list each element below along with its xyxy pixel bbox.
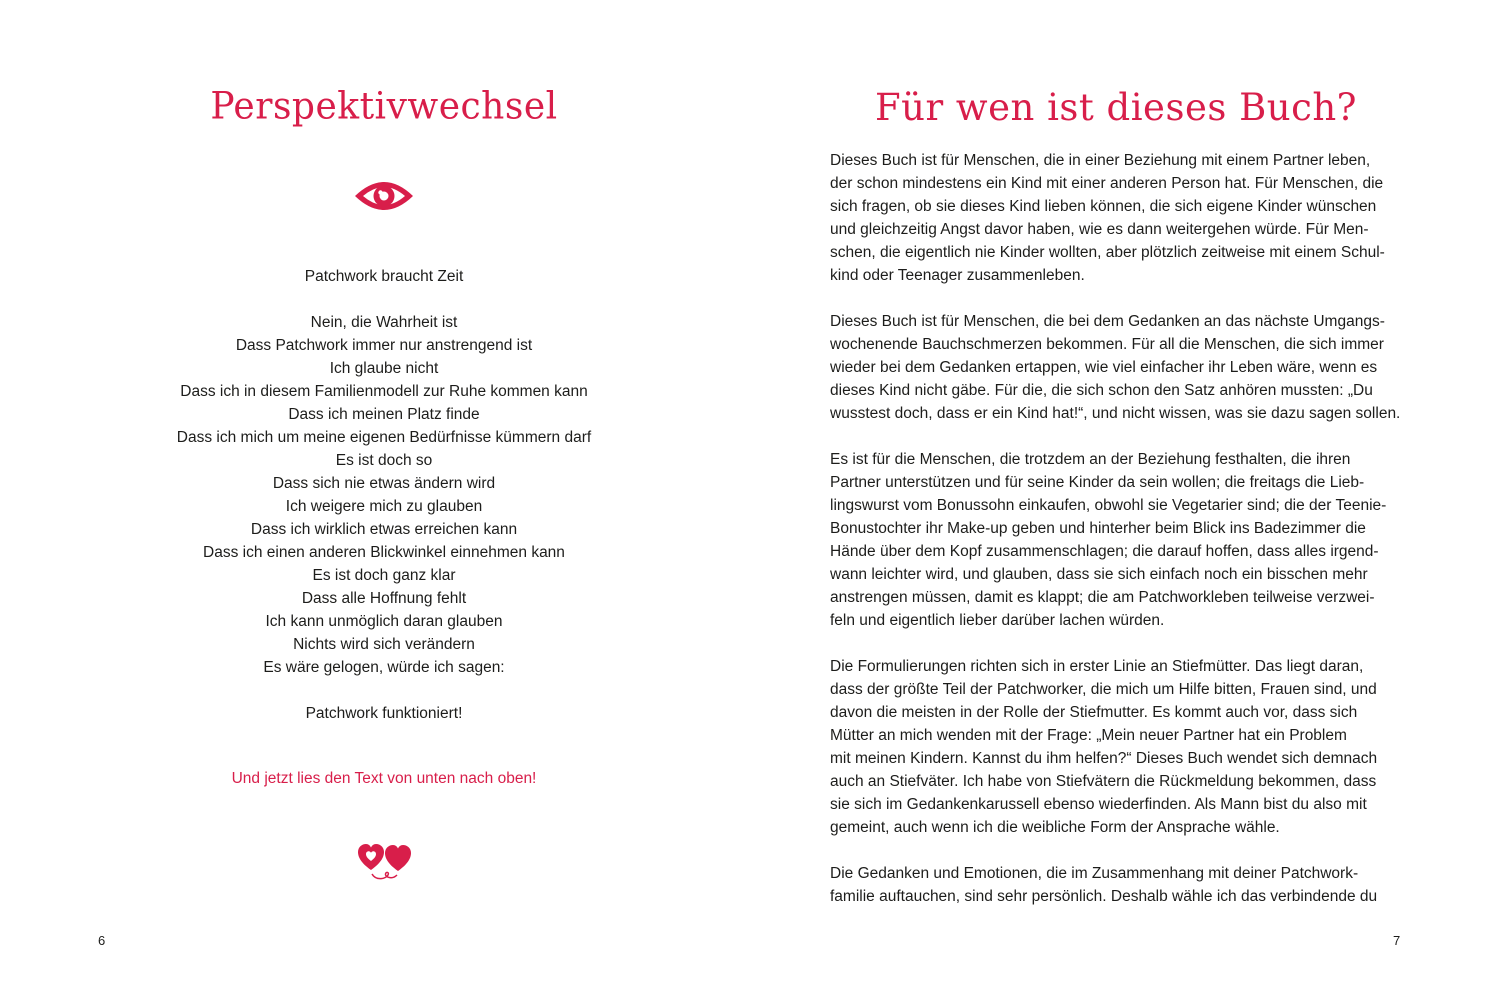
text-line: Hände über dem Kopf zusammenschlagen; die darauf hoffen, dass alles irgend- — [830, 543, 1379, 560]
poem-line: Es ist doch so — [335, 452, 433, 469]
right-page-title: Für wen ist dieses Buch? — [874, 86, 1357, 129]
text-line: wusstest doch, dass er ein Kind hat!“, und nicht wissen, was sie dazu sagen sollen. — [830, 405, 1401, 422]
paragraph — [830, 655, 1378, 839]
text-line: Die Formulierungen richten sich in erster Linie an Stiefmütter. Das liegt daran, — [830, 658, 1364, 675]
poem-line: Dass alle Hoffnung fehlt — [301, 590, 467, 607]
body-text — [830, 149, 1401, 931]
poem-line: Dass Patchwork immer nur anstrengend ist — [235, 337, 533, 354]
poem-line: Dass ich wirklich etwas erreichen kann — [250, 521, 518, 538]
poem-line: Ich kann unmöglich daran glauben — [265, 613, 503, 630]
text-line: sie sich im Gedankenkarussell ebenso wiederfinden. Als Mann bist du also mit — [830, 796, 1367, 813]
text-line: Dieses Buch ist für Menschen, die in einer Beziehung mit einem Partner leben, — [830, 152, 1371, 169]
paragraph — [830, 448, 1387, 632]
text-line: Die Gedanken und Emotionen, die im Zusammenhang mit deiner Patchwork- — [830, 865, 1359, 882]
poem-line: Dass ich meinen Platz finde — [288, 406, 480, 423]
text-line: Es ist für die Menschen, die trotzdem an der Beziehung festhalten, die ihren — [830, 451, 1351, 468]
text-line: schen, die eigentlich nie Kinder wollten, aber plötzlich zeitweise mit einem Schul- — [830, 244, 1385, 261]
text-line: Partner unterstützen und für seine Kinder da sein wollen; die freitags die Lieb- — [830, 474, 1365, 491]
reading-instruction: Und jetzt lies den Text von unten nach oben! — [231, 770, 537, 787]
poem-line: Es ist doch ganz klar — [312, 567, 456, 584]
paragraph — [830, 149, 1385, 287]
poem-line: Ich glaube nicht — [329, 360, 439, 377]
text-line: dieses Kind nicht gäbe. Für die, die sich schon den Satz anhören mussten: „Du — [830, 382, 1373, 399]
poem — [0, 265, 768, 725]
left-page-title: Perspektivwechsel — [210, 84, 558, 129]
text-line: wochenende Bauchschmerzen bekommen. Für all die Menschen, die sich immer — [830, 336, 1384, 353]
text-line: kind oder Teenager zusammenleben. — [830, 267, 1085, 284]
page-number: 6 — [98, 933, 106, 948]
poem-line: Dass ich einen anderen Blickwinkel einnehmen kann — [203, 544, 565, 561]
poem-line: Dass ich in diesem Familienmodell zur Ruhe kommen kann — [180, 383, 588, 400]
text-line: lingswurst vom Bonussohn einkaufen, obwohl sie Vegetarier sind; die der Teenie- — [830, 497, 1387, 514]
text-line: davon die meisten in der Rolle der Stiefmutter. Es kommt auch vor, dass sich — [830, 704, 1358, 721]
poem-line: Nichts wird sich verändern — [293, 636, 475, 653]
text-line: Bonustochter ihr Make-up geben und hinterher beim Blick ins Badezimmer die — [830, 520, 1366, 537]
text-line: anstrengen müssen, damit es klappt; die am Patchworkleben teilweise verzwei- — [830, 589, 1375, 606]
page-number: 7 — [1393, 933, 1401, 948]
paragraph — [830, 310, 1401, 425]
poem-line: Nein, die Wahrheit ist — [310, 314, 458, 331]
text-line: feln und eigentlich lieber darüber lachen würden. — [830, 612, 1165, 629]
text-line: Dieses Buch ist für Menschen, die bei dem Gedanken an das nächste Umgangs- — [830, 313, 1385, 330]
text-line: mit meinen Kindern. Kannst du ihm helfen?“ Dieses Buch wendet sich demnach — [830, 750, 1378, 767]
text-line: gemeint, auch wenn ich die weibliche Form der Ansprache wähle. — [830, 819, 1280, 836]
eye-icon — [352, 176, 416, 216]
poem-line: Es wäre gelogen, würde ich sagen: — [263, 659, 505, 676]
poem-title: Patchwork braucht Zeit — [304, 268, 464, 285]
text-line: wieder bei dem Gedanken ertappen, wie viel einfacher ihr Leben wäre, wenn es — [830, 359, 1378, 376]
text-line: der schon mindestens ein Kind mit einer anderen Person hat. Für Menschen, die — [830, 175, 1384, 192]
text-line: familie auftauchen, sind sehr persönlich. Deshalb wähle ich das verbindende du — [830, 888, 1378, 905]
poem-spacer — [0, 288, 768, 311]
poem-spacer — [0, 679, 768, 702]
text-line: wann leichter wird, und glauben, dass sie sich einfach noch ein bisschen mehr — [830, 566, 1368, 583]
text-line: und gleichzeitig Angst davor haben, wie es dann weitergehen würde. Für Men- — [830, 221, 1369, 238]
poem-line: Dass sich nie etwas ändern wird — [272, 475, 496, 492]
text-line: auch an Stiefväter. Ich habe von Stiefvätern die Rückmeldung bekommen, dass — [830, 773, 1377, 790]
poem-line: Ich weigere mich zu glauben — [285, 498, 483, 515]
hearts-icon — [356, 840, 414, 884]
right-page — [750, 0, 1500, 997]
paragraph — [830, 862, 1378, 908]
poem-end: Patchwork funktioniert! — [305, 705, 463, 722]
text-line: dass der größte Teil der Patchworker, die mich um Hilfe bitten, Frauen sind, und — [830, 681, 1377, 698]
poem-line: Dass ich mich um meine eigenen Bedürfnisse kümmern darf — [176, 429, 592, 446]
text-line: Mütter an mich wenden mit der Frage: „Mein neuer Partner hat ein Problem — [830, 727, 1347, 744]
text-line: sich fragen, ob sie dieses Kind lieben können, die sich eigene Kinder wünschen — [830, 198, 1377, 215]
